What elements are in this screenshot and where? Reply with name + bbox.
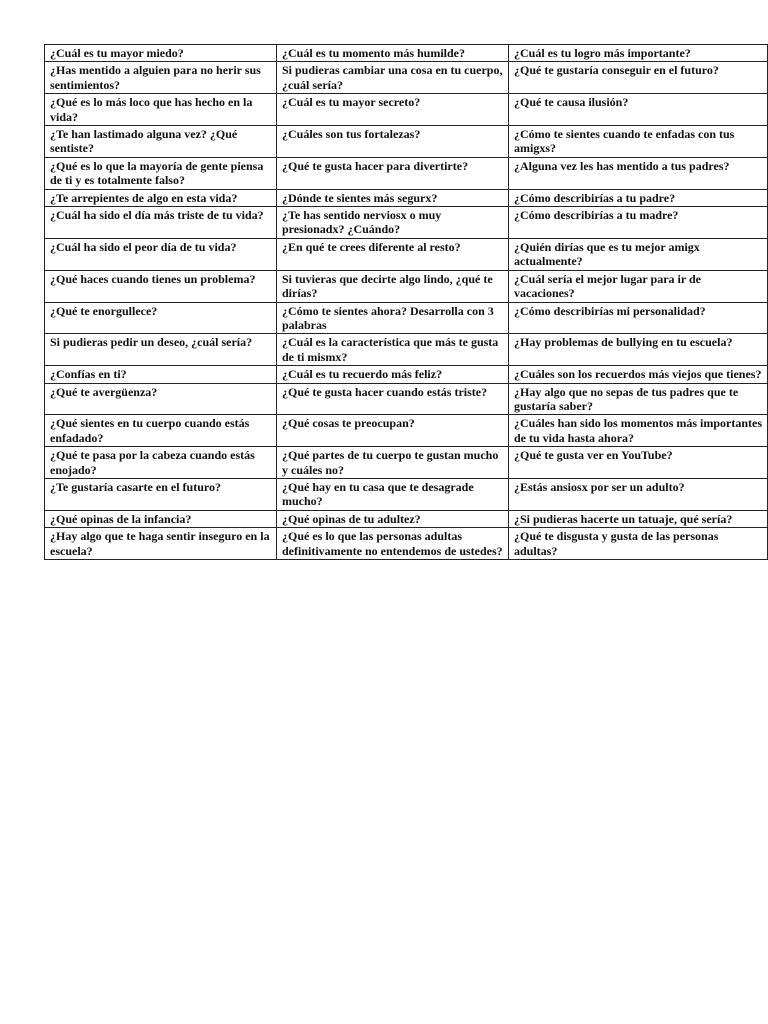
question-cell: ¿Qué es lo que la mayoría de gente piensa de ti y es totalmente falso?: [45, 157, 277, 189]
question-cell: ¿Qué opinas de la infancia?: [45, 510, 277, 527]
question-cell: ¿Dónde te sientes más segurx?: [277, 189, 509, 206]
question-cell: ¿Confías en ti?: [45, 366, 277, 383]
question-cell: ¿Cuáles son los recuerdos más viejos que tienes?: [509, 366, 768, 383]
table-row: [45, 366, 768, 383]
table-row: [45, 334, 768, 366]
question-cell: ¿Quién dirías que es tu mejor amigx actualmente?: [509, 238, 768, 270]
question-cell: ¿Hay algo que no sepas de tus padres que te gustaría saber?: [509, 383, 768, 415]
question-cell: ¿Cuál ha sido el día más triste de tu vida?: [45, 207, 277, 239]
question-cell: ¿Alguna vez les has mentido a tus padres?: [509, 157, 768, 189]
question-cell: ¿Cuál es tu mayor miedo?: [45, 45, 277, 62]
question-cell: ¿Cuál es tu logro más importante?: [509, 45, 768, 62]
question-cell: ¿Cuál ha sido el peor día de tu vida?: [45, 238, 277, 270]
question-cell: ¿Qué opinas de tu adultez?: [277, 510, 509, 527]
question-cell: ¿Cuál es tu recuerdo más feliz?: [277, 366, 509, 383]
question-cell: ¿Qué te gusta hacer para divertirte?: [277, 157, 509, 189]
table-row: [45, 478, 768, 510]
question-cell: ¿Cómo describirías a tu madre?: [509, 207, 768, 239]
question-cell: ¿Qué te avergüenza?: [45, 383, 277, 415]
table-row: [45, 189, 768, 206]
table-row: [45, 383, 768, 415]
question-cell: ¿Cuál es tu mayor secreto?: [277, 94, 509, 126]
question-cell: ¿Cuál es tu momento más humilde?: [277, 45, 509, 62]
question-cell: ¿Te arrepientes de algo en esta vida?: [45, 189, 277, 206]
question-cell: ¿Qué te pasa por la cabeza cuando estás enojado?: [45, 447, 277, 479]
table-row: [45, 62, 768, 94]
question-cell: ¿Te han lastimado alguna vez? ¿Qué sentiste?: [45, 126, 277, 158]
question-cell: ¿Qué haces cuando tienes un problema?: [45, 270, 277, 302]
table-row: [45, 528, 768, 560]
question-cell: ¿Estás ansiosx por ser un adulto?: [509, 478, 768, 510]
question-cell: ¿Si pudieras hacerte un tatuaje, qué sería?: [509, 510, 768, 527]
question-cell: ¿Qué partes de tu cuerpo te gustan mucho y cuáles no?: [277, 447, 509, 479]
question-cell: ¿Has mentido a alguien para no herir sus sentimientos?: [45, 62, 277, 94]
table-row: [45, 270, 768, 302]
question-cell: ¿Qué te disgusta y gusta de las personas adultas?: [509, 528, 768, 560]
question-cell: ¿Cuáles han sido los momentos más importantes de tu vida hasta ahora?: [509, 415, 768, 447]
table-row: [45, 415, 768, 447]
question-cell: ¿Qué te gusta ver en YouTube?: [509, 447, 768, 479]
question-cell: Si pudieras cambiar una cosa en tu cuerpo, ¿cuál sería?: [277, 62, 509, 94]
question-cell: ¿Qué es lo que las personas adultas definitivamente no entendemos de ustedes?: [277, 528, 509, 560]
question-cell: ¿Cuál es la característica que más te gusta de ti mismx?: [277, 334, 509, 366]
question-cell: ¿Te gustaría casarte en el futuro?: [45, 478, 277, 510]
question-cell: ¿Qué sientes en tu cuerpo cuando estás enfadado?: [45, 415, 277, 447]
question-cell: ¿Cuáles son tus fortalezas?: [277, 126, 509, 158]
table-row: [45, 447, 768, 479]
question-cell: ¿Qué te gusta hacer cuando estás triste?: [277, 383, 509, 415]
question-cell: ¿Qué te enorgullece?: [45, 302, 277, 334]
question-cell: ¿Qué hay en tu casa que te desagrade mucho?: [277, 478, 509, 510]
question-cell: ¿Qué te causa ilusión?: [509, 94, 768, 126]
questions-table: [44, 44, 768, 560]
question-cell: ¿Cómo te sientes ahora? Desarrolla con 3 palabras: [277, 302, 509, 334]
question-cell: ¿Cómo describirías mi personalidad?: [509, 302, 768, 334]
questions-table-body: [45, 45, 768, 560]
table-row: [45, 157, 768, 189]
question-cell: Si pudieras pedir un deseo, ¿cuál sería?: [45, 334, 277, 366]
question-cell: Si tuvieras que decirte algo lindo, ¿qué te dirías?: [277, 270, 509, 302]
question-cell: ¿Cómo describirías a tu padre?: [509, 189, 768, 206]
question-cell: ¿En qué te crees diferente al resto?: [277, 238, 509, 270]
table-row: [45, 510, 768, 527]
question-cell: ¿Qué cosas te preocupan?: [277, 415, 509, 447]
table-row: [45, 238, 768, 270]
table-row: [45, 94, 768, 126]
question-cell: ¿Qué te gustaría conseguir en el futuro?: [509, 62, 768, 94]
question-cell: ¿Hay algo que te haga sentir inseguro en la escuela?: [45, 528, 277, 560]
question-cell: ¿Hay problemas de bullying en tu escuela?: [509, 334, 768, 366]
table-row: [45, 207, 768, 239]
question-cell: ¿Qué es lo más loco que has hecho en la vida?: [45, 94, 277, 126]
question-cell: ¿Te has sentido nerviosx o muy presionadx? ¿Cuándo?: [277, 207, 509, 239]
table-row: [45, 45, 768, 62]
question-cell: ¿Cómo te sientes cuando te enfadas con tus amigxs?: [509, 126, 768, 158]
table-row: [45, 126, 768, 158]
question-cell: ¿Cuál sería el mejor lugar para ir de vacaciones?: [509, 270, 768, 302]
table-row: [45, 302, 768, 334]
